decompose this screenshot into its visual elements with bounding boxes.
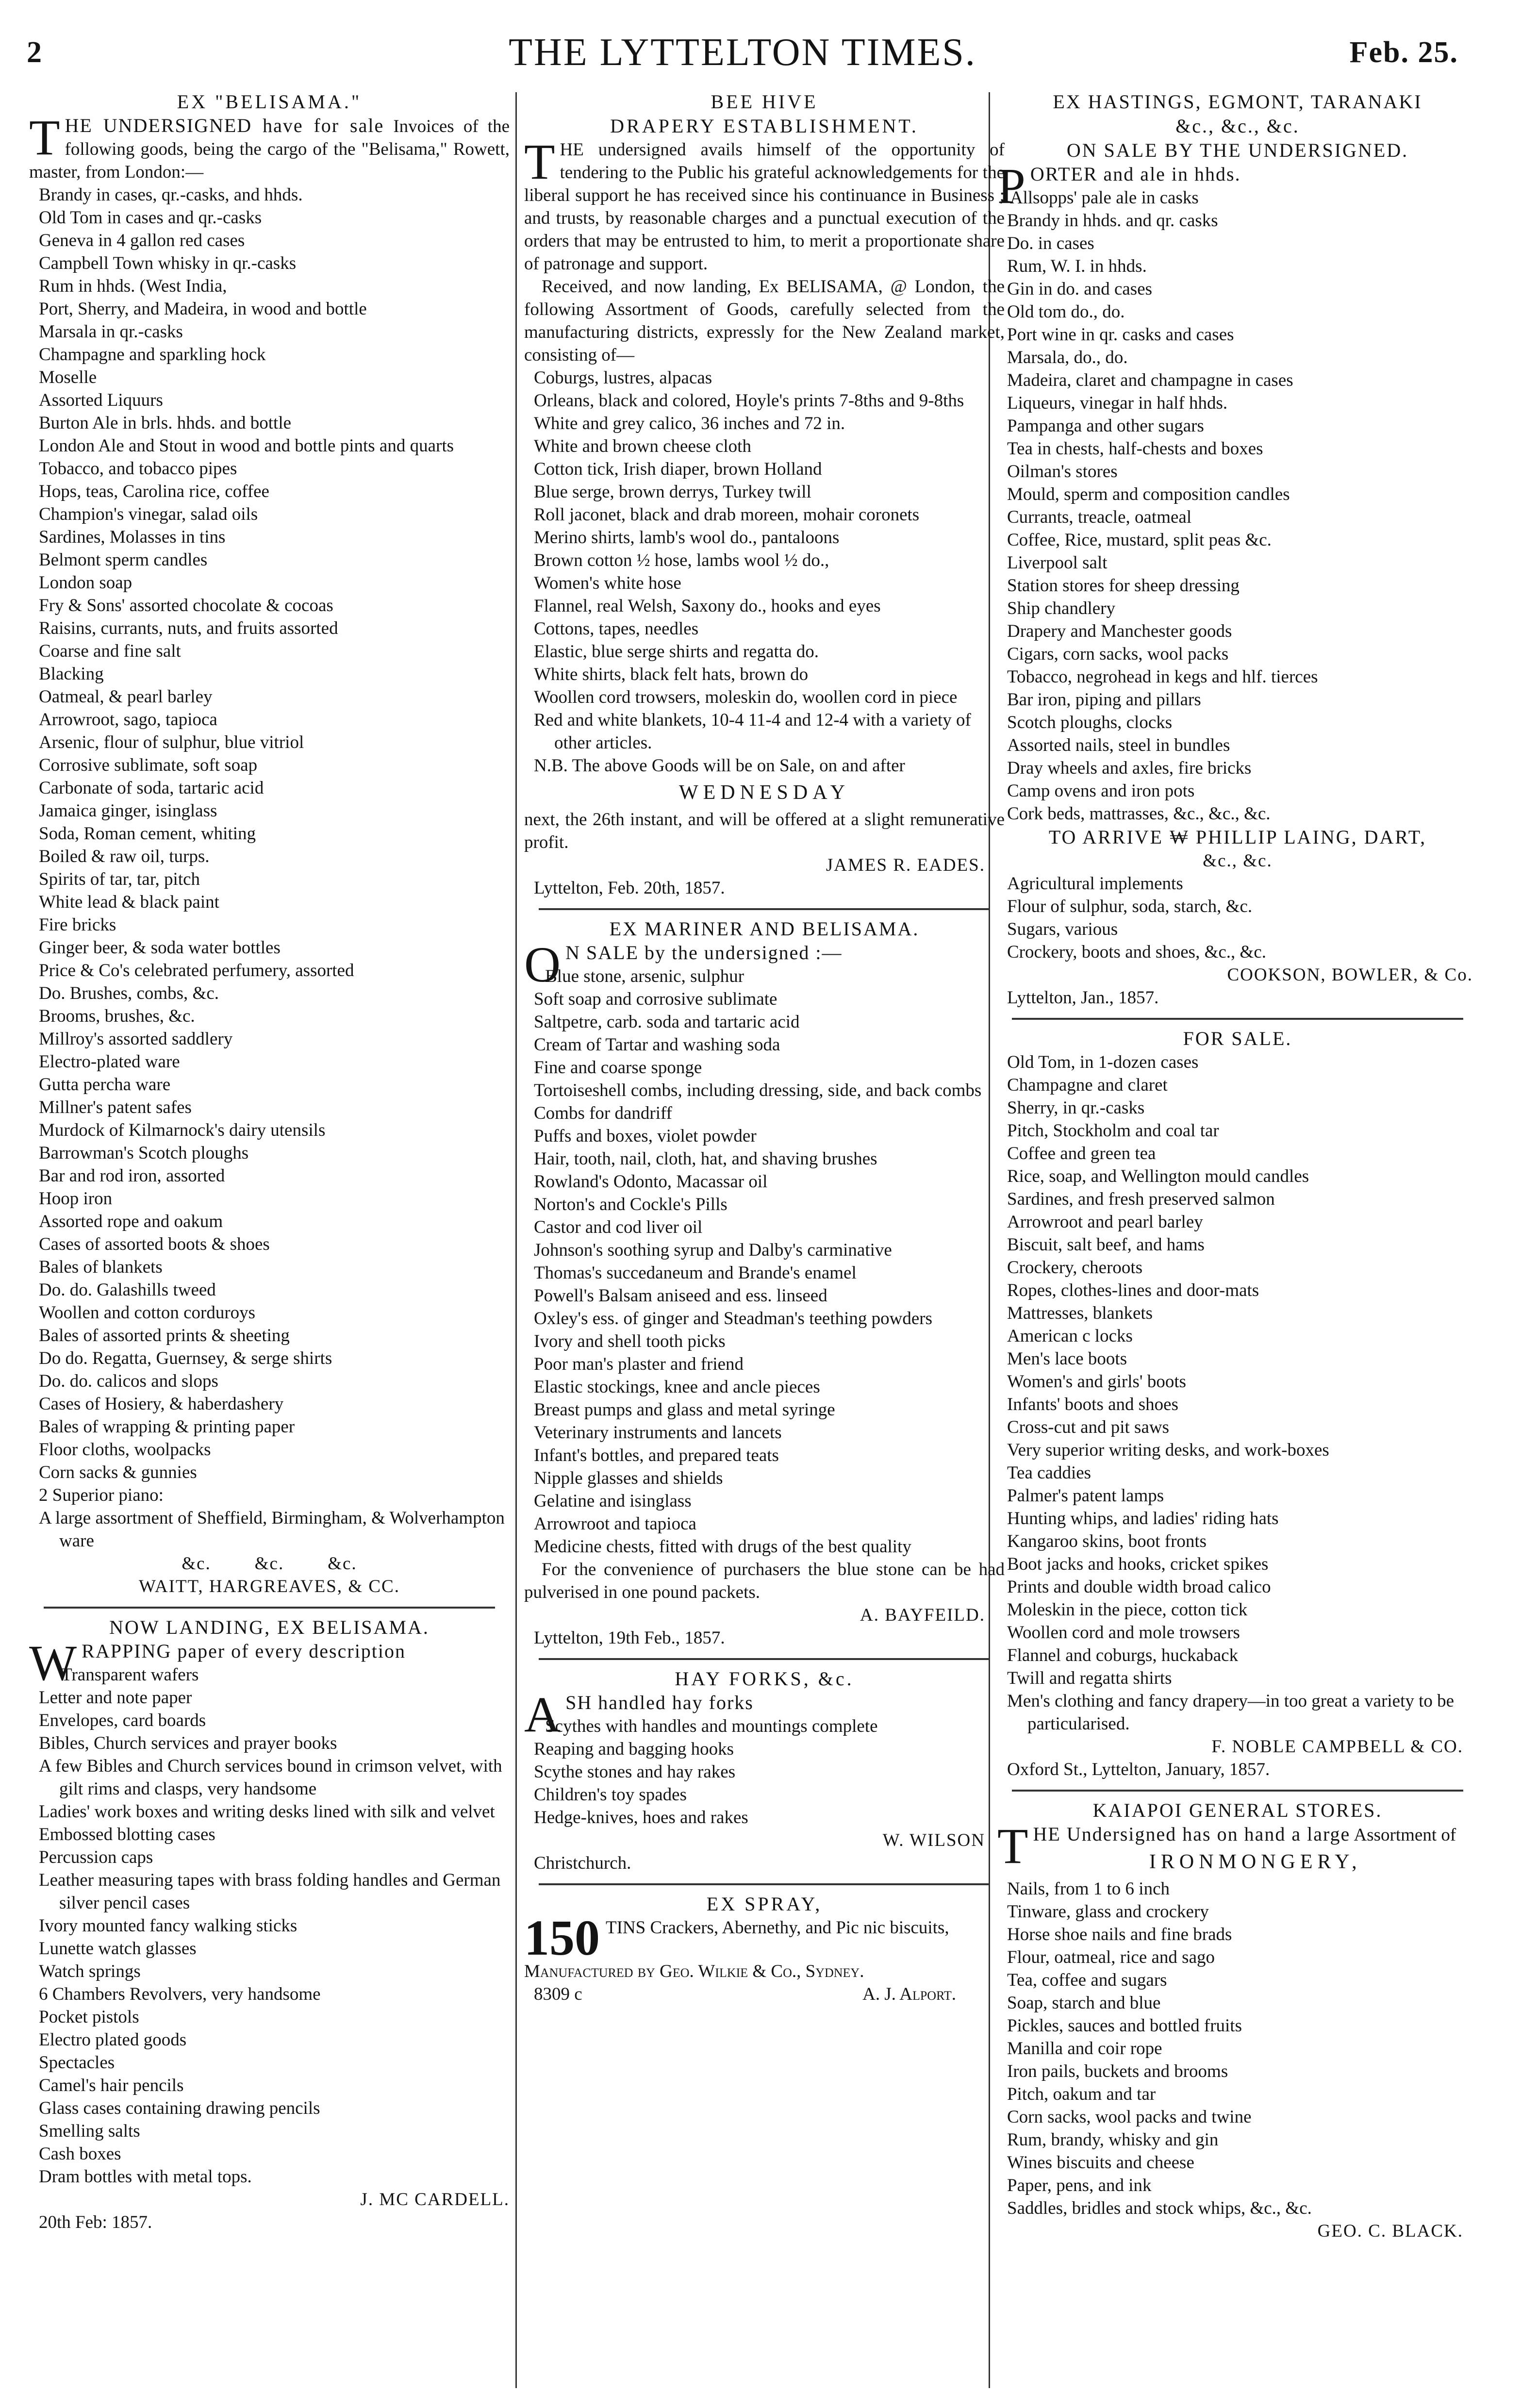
list-item: Assorted Liquurs bbox=[39, 390, 163, 410]
ad-bee-hive bbox=[524, 90, 1005, 899]
goods-list bbox=[29, 183, 510, 1552]
list-item: Norton's and Cockle's Pills bbox=[534, 1195, 727, 1214]
goods-list bbox=[997, 1877, 1478, 2220]
ad-signature: WAITT, HARGREAVES, & CC. bbox=[139, 1577, 400, 1596]
ad-header: EX "BELISAMA." bbox=[177, 91, 362, 113]
list-item: Kangaroo skins, boot fronts bbox=[1007, 1531, 1207, 1551]
list-item: Madeira, claret and champagne in cases bbox=[1007, 370, 1293, 390]
list-item: Gin in do. and cases bbox=[1007, 279, 1153, 299]
page-number: 2 bbox=[27, 36, 42, 69]
list-item: Red and white blankets, 10-4 11-4 and 12-4 with a variety of other articles. bbox=[534, 710, 971, 753]
list-item: Boot jacks and hooks, cricket spikes bbox=[1007, 1554, 1269, 1574]
list-item: Marsala, do., do. bbox=[1007, 348, 1128, 367]
ad-divider bbox=[1012, 1018, 1463, 1020]
list-item: Camel's hair pencils bbox=[39, 2076, 184, 2095]
list-item: Tobacco, and tobacco pipes bbox=[39, 459, 237, 479]
intro-first: ORTER and ale in hhds. bbox=[1030, 163, 1241, 185]
list-item: Crockery, boots and shoes, &c., &c. bbox=[1007, 942, 1266, 962]
list-item: Scythes with handles and mountings complete bbox=[545, 1716, 878, 1736]
column-3 bbox=[997, 90, 1478, 2251]
list-item: Millroy's assorted saddlery bbox=[39, 1029, 233, 1049]
list-item: Watch springs bbox=[39, 1961, 141, 1981]
list-item: Cottons, tapes, needles bbox=[534, 619, 699, 639]
ad-intro bbox=[524, 1910, 1005, 1966]
list-item: Ladies' work boxes and writing desks lined with silk and velvet bbox=[39, 1802, 495, 1822]
list-item: Arsenic, flour of sulphur, blue vitriol bbox=[39, 732, 304, 752]
list-item: A large assortment of Sheffield, Birmingham, & Wolverhampton ware bbox=[39, 1508, 505, 1551]
list-item: Murdock of Kilmarnock's dairy utensils bbox=[39, 1120, 326, 1140]
list-item: Tinware, glass and crockery bbox=[1007, 1902, 1209, 1922]
ad-signature: A. BAYFEILD. bbox=[860, 1605, 985, 1625]
list-item: Hedge-knives, hoes and rakes bbox=[534, 1808, 748, 1827]
list-item: Transparent wafers bbox=[61, 1665, 199, 1685]
drop-cap: T bbox=[29, 110, 60, 166]
list-item: Fry & Sons' assorted chocolate & cocoas bbox=[39, 596, 333, 615]
list-item: Reaping and bagging hooks bbox=[534, 1739, 734, 1759]
list-item: Tobacco, negrohead in kegs and hlf. tierces bbox=[1007, 667, 1318, 687]
ad-signature: F. NOBLE CAMPBELL & CO. bbox=[1211, 1737, 1463, 1757]
list-item: Geneva in 4 gallon red cases bbox=[39, 231, 245, 250]
ad-paragraph: next, the 26th instant, and will be offered at a slight remunerative profit. bbox=[524, 810, 1005, 852]
list-item: Tortoiseshell combs, including dressing, side, and back combs bbox=[534, 1080, 982, 1100]
ad-subheader: DRAPERY ESTABLISHMENT. bbox=[610, 115, 919, 137]
list-item: Millner's patent safes bbox=[39, 1097, 192, 1117]
list-item: Carbonate of soda, tartaric acid bbox=[39, 778, 264, 798]
list-item: Bar and rod iron, assorted bbox=[39, 1166, 225, 1186]
list-item: Belmont sperm candles bbox=[39, 550, 208, 570]
list-item: Cotton tick, Irish diaper, brown Holland bbox=[534, 459, 822, 479]
drop-cap: T bbox=[524, 134, 555, 190]
list-item: White and brown cheese cloth bbox=[534, 436, 751, 456]
list-item: Biscuit, salt beef, and hams bbox=[1007, 1235, 1205, 1255]
list-item: Moleskin in the piece, cotton tick bbox=[1007, 1600, 1248, 1620]
list-item: Merino shirts, lamb's wool do., pantaloons bbox=[534, 528, 840, 548]
ad-note: For the convenience of purchasers the blue stone can be had pulverised in one pound packets. bbox=[524, 1560, 1005, 1602]
list-item: Pitch, oakum and tar bbox=[1007, 2084, 1156, 2104]
list-item: Letter and note paper bbox=[39, 1688, 192, 1708]
list-item: Johnson's soothing syrup and Dalby's carminative bbox=[534, 1240, 892, 1260]
list-item: Campbell Town whisky in qr.-casks bbox=[39, 253, 297, 273]
list-item: Dray wheels and axles, fire bricks bbox=[1007, 758, 1252, 778]
ad-date: Lyttelton, 19th Feb., 1857. bbox=[534, 1628, 725, 1648]
ad-header: BEE HIVE bbox=[711, 91, 818, 113]
list-item: Corn sacks, wool packs and twine bbox=[1007, 2107, 1252, 2127]
list-item: Oxley's ess. of ginger and Steadman's teething powders bbox=[534, 1309, 932, 1329]
ad-header: EX HASTINGS, EGMONT, TARANAKI bbox=[1053, 91, 1422, 113]
list-item: Currants, treacle, oatmeal bbox=[1007, 507, 1192, 527]
list-item: Woollen and cotton corduroys bbox=[39, 1303, 256, 1323]
list-item: Oilman's stores bbox=[1007, 462, 1118, 482]
goods-list bbox=[524, 366, 1005, 754]
drop-cap: T bbox=[997, 1818, 1028, 1874]
list-item: Old tom do., do. bbox=[1007, 302, 1125, 322]
list-item: Ropes, clothes-lines and door-mats bbox=[1007, 1280, 1259, 1300]
goods-list bbox=[524, 1715, 1005, 1829]
intro-first: SH handled hay forks bbox=[565, 1692, 754, 1713]
list-item: A few Bibles and Church services bound in crimson velvet, with gilt rims and clasps, very handsome bbox=[39, 1756, 502, 1799]
list-item: Champagne and sparkling hock bbox=[39, 345, 266, 365]
list-item: Ivory mounted fancy walking sticks bbox=[39, 1916, 298, 1936]
goods-list bbox=[997, 872, 1478, 963]
column-1 bbox=[29, 90, 510, 2242]
list-item: Boiled & raw oil, turps. bbox=[39, 847, 210, 866]
list-item: Rum, brandy, whisky and gin bbox=[1007, 2130, 1219, 2150]
list-item: Arrowroot and tapioca bbox=[534, 1514, 696, 1534]
list-item: Ginger beer, & soda water bottles bbox=[39, 938, 281, 958]
intro-rest: opportunity of tendering to the Public his grateful acknowledgements for the liberal support he has received since his continuance in Business ; and trusts, by reasonable charges and a punctual execution of the orders that may be entrusted to him, to merit a proportionate share of patronage and support. bbox=[524, 140, 1005, 274]
list-item: Cross-cut and pit saws bbox=[1007, 1417, 1169, 1437]
list-item: Old Tom in cases and qr.-casks bbox=[39, 208, 262, 228]
intro-first: HE UNDERSIGNED have for sale bbox=[65, 115, 384, 136]
ad-subheader: &c., &c., &c. bbox=[1175, 115, 1300, 137]
goods-list bbox=[29, 1663, 510, 2188]
list-item: Marsala in qr.-casks bbox=[39, 322, 183, 342]
list-item: Cash boxes bbox=[39, 2144, 121, 2164]
list-item: Ivory and shell tooth picks bbox=[534, 1331, 726, 1351]
list-item: Brandy in hhds. and qr. casks bbox=[1007, 211, 1218, 231]
goods-list bbox=[524, 965, 1005, 1558]
intro-first: N SALE by the undersigned :— bbox=[565, 942, 843, 963]
list-item: Iron pails, buckets and brooms bbox=[1007, 2061, 1228, 2081]
list-item: Tea in chests, half-chests and boxes bbox=[1007, 439, 1263, 459]
list-item: Crockery, cheroots bbox=[1007, 1258, 1143, 1278]
list-item: Agricultural implements bbox=[1007, 874, 1183, 894]
list-item: Oatmeal, & pearl barley bbox=[39, 687, 213, 707]
ad-maker: Manufactured by Geo. Wilkie & Co., Sydney. bbox=[524, 1961, 864, 1981]
list-item: Scythe stones and hay rakes bbox=[534, 1762, 736, 1782]
list-item: Camp ovens and iron pots bbox=[1007, 781, 1195, 801]
list-item: Rum in hhds. (West India, bbox=[39, 276, 227, 296]
ad-date: Oxford St., Lyttelton, January, 1857. bbox=[1007, 1760, 1270, 1779]
list-item: Floor cloths, woolpacks bbox=[39, 1440, 211, 1460]
ad-date: 20th Feb: 1857. bbox=[39, 2212, 152, 2232]
list-item: Dram bottles with metal tops. bbox=[39, 2167, 252, 2187]
list-item: Pocket pistols bbox=[39, 2007, 139, 2027]
list-item: Glass cases containing drawing pencils bbox=[39, 2098, 320, 2118]
list-item: Flour of sulphur, soda, starch, &c. bbox=[1007, 897, 1253, 916]
ad-signature: A. J. Alport. bbox=[862, 1984, 956, 2004]
ad-divider bbox=[44, 1607, 495, 1609]
intro-text: TINS Crackers, Abernethy, and Pic nic biscuits, bbox=[606, 1918, 949, 1938]
list-item: Assorted nails, steel in bundles bbox=[1007, 735, 1230, 755]
list-item: Saddles, bridles and stock whips, &c., &c. bbox=[1007, 2198, 1312, 2218]
list-item: Raisins, currants, nuts, and fruits assorted bbox=[39, 618, 338, 638]
list-item: Soda, Roman cement, whiting bbox=[39, 824, 256, 844]
list-item: Hunting whips, and ladies' riding hats bbox=[1007, 1509, 1279, 1528]
list-item: Cases of Hosiery, & haberdashery bbox=[39, 1394, 284, 1414]
ad-header: HAY FORKS, &c. bbox=[675, 1668, 854, 1690]
list-item: Men's clothing and fancy drapery—in too great a variety to be particularised. bbox=[1007, 1691, 1455, 1734]
list-item: Medicine chests, fitted with drugs of the best quality bbox=[534, 1537, 911, 1557]
list-item: Electro plated goods bbox=[39, 2030, 187, 2050]
list-item: Wines biscuits and cheese bbox=[1007, 2153, 1194, 2173]
list-item: Coburgs, lustres, alpacas bbox=[534, 368, 712, 388]
drop-cap: W bbox=[29, 1635, 77, 1691]
list-item: Coffee, Rice, mustard, split peas &c. bbox=[1007, 530, 1272, 550]
ad-signature: GEO. C. BLACK. bbox=[1317, 2221, 1463, 2241]
sale-day: WEDNESDAY bbox=[678, 781, 850, 804]
list-item: Drapery and Manchester goods bbox=[1007, 621, 1232, 641]
ad-signature: J. MC CARDELL. bbox=[360, 2190, 510, 2209]
list-item: Cases of assorted boots & shoes bbox=[39, 1234, 270, 1254]
list-item: Elastic, blue serge shirts and regatta do. bbox=[534, 642, 819, 662]
list-item: Combs for dandriff bbox=[534, 1103, 672, 1123]
list-item: Roll jaconet, black and drab moreen, mohair coronets bbox=[534, 505, 920, 525]
ad-code: 8309 c bbox=[534, 1984, 582, 2004]
list-item: Burton Ale in brls. hhds. and bottle bbox=[39, 413, 292, 433]
list-item: Rum, W. I. in hhds. bbox=[1007, 256, 1147, 276]
ad-date: Lyttelton, Jan., 1857. bbox=[1007, 988, 1159, 1008]
list-item: Powell's Balsam aniseed and ess. linseed bbox=[534, 1286, 827, 1306]
list-item: Flannel, real Welsh, Saxony do., hooks and eyes bbox=[534, 596, 881, 616]
list-item: Old Tom, in 1-dozen cases bbox=[1007, 1052, 1199, 1072]
list-item: Men's lace boots bbox=[1007, 1349, 1127, 1369]
list-item: Arrowroot, sago, tapioca bbox=[39, 710, 217, 730]
list-item: Corn sacks & gunnies bbox=[39, 1462, 197, 1482]
ad-signature: W. WILSON bbox=[882, 1830, 985, 1850]
goods-list bbox=[997, 186, 1478, 825]
list-item: Brooms, brushes, &c. bbox=[39, 1006, 195, 1026]
ad-intro bbox=[524, 134, 1005, 275]
big-number: 150 bbox=[524, 1910, 600, 1966]
list-item: Horse shoe nails and fine brads bbox=[1007, 1925, 1232, 1944]
list-item: Mattresses, blankets bbox=[1007, 1303, 1153, 1323]
list-item: Station stores for sheep dressing bbox=[1007, 576, 1240, 596]
list-item: Moselle bbox=[39, 367, 97, 387]
list-item: Scotch ploughs, clocks bbox=[1007, 713, 1173, 732]
list-item: Coffee and green tea bbox=[1007, 1144, 1156, 1163]
list-item: Ship chandlery bbox=[1007, 598, 1115, 618]
list-item: Fire bricks bbox=[39, 915, 116, 935]
drop-cap: A bbox=[524, 1687, 561, 1743]
ad-ex-spray bbox=[524, 1892, 1005, 2006]
list-item: White and grey calico, 36 inches and 72 in. bbox=[534, 414, 845, 433]
list-item: Woollen cord and mole trowsers bbox=[1007, 1623, 1240, 1643]
list-item: Twill and regatta shirts bbox=[1007, 1668, 1172, 1688]
list-item: Poor man's plaster and friend bbox=[534, 1354, 744, 1374]
list-item: Women's white hose bbox=[534, 573, 681, 593]
list-item: Fine and coarse sponge bbox=[534, 1058, 702, 1078]
list-item: Sugars, various bbox=[1007, 919, 1118, 939]
list-item: Elastic stockings, knee and ancle pieces bbox=[534, 1377, 820, 1397]
list-item: American c locks bbox=[1007, 1326, 1133, 1346]
list-item: Children's toy spades bbox=[534, 1785, 687, 1805]
ad-footer bbox=[524, 1983, 1005, 2006]
list-item: Thomas's succedaneum and Brande's enamel bbox=[534, 1263, 857, 1283]
list-item: Spirits of tar, tar, pitch bbox=[39, 869, 200, 889]
column-rule-1 bbox=[515, 92, 517, 2388]
list-item: Electro-plated ware bbox=[39, 1052, 180, 1072]
ad-signature: COOKSON, BOWLER, & Co. bbox=[1227, 965, 1473, 985]
list-item: London soap bbox=[39, 573, 132, 593]
ad-ex-hastings bbox=[997, 90, 1478, 1009]
list-item: Brandy in cases, qr.-casks, and hhds. bbox=[39, 185, 303, 205]
list-item: Champion's vinegar, salad oils bbox=[39, 504, 258, 524]
masthead bbox=[27, 27, 1458, 80]
list-item: Embossed blotting cases bbox=[39, 1825, 215, 1844]
ad-divider bbox=[539, 908, 990, 910]
drop-cap: O bbox=[524, 937, 561, 993]
list-item: Tea, coffee and sugars bbox=[1007, 1970, 1167, 1990]
list-item: Hops, teas, Carolina rice, coffee bbox=[39, 482, 269, 501]
list-item: Soap, starch and blue bbox=[1007, 1993, 1161, 2013]
ad-divider bbox=[539, 1883, 990, 1885]
list-item: Rowland's Odonto, Macassar oil bbox=[534, 1172, 768, 1192]
list-item: White lead & black paint bbox=[39, 892, 219, 912]
list-item: Bales of wrapping & printing paper bbox=[39, 1417, 295, 1437]
list-item: Lunette watch glasses bbox=[39, 1939, 197, 1959]
ad-for-sale bbox=[997, 1027, 1478, 1781]
list-item: Blacking bbox=[39, 664, 104, 684]
list-item: Veterinary instruments and lancets bbox=[534, 1423, 782, 1443]
list-item: Liverpool salt bbox=[1007, 553, 1108, 573]
list-item: Envelopes, card boards bbox=[39, 1711, 206, 1730]
ad-hay-forks bbox=[524, 1667, 1005, 1875]
ad-note: N.B. The above Goods will be on Sale, on and after bbox=[534, 756, 905, 776]
ad-header: EX SPRAY, bbox=[706, 1893, 823, 1915]
goods-list bbox=[997, 1051, 1478, 1735]
drop-cap: P bbox=[997, 158, 1025, 214]
list-item: Do. do. calicos and slops bbox=[39, 1371, 218, 1391]
list-item: Hair, tooth, nail, cloth, hat, and shaving brushes bbox=[534, 1149, 877, 1169]
list-item: Champagne and claret bbox=[1007, 1075, 1168, 1095]
list-item: Mould, sperm and composition candles bbox=[1007, 484, 1290, 504]
ad-subheader: IRONMONGERY, bbox=[1149, 1851, 1362, 1873]
ad-ex-belisama bbox=[29, 90, 510, 1598]
column-2 bbox=[524, 90, 1005, 2014]
list-item: Barrowman's Scotch ploughs bbox=[39, 1143, 249, 1163]
list-item: Flour, oatmeal, rice and sago bbox=[1007, 1947, 1215, 1967]
ad-divider bbox=[1012, 1790, 1463, 1792]
list-item: Percussion caps bbox=[39, 1847, 153, 1867]
list-item: Infants' boots and shoes bbox=[1007, 1395, 1178, 1414]
list-item: Do do. Regatta, Guernsey, & serge shirts bbox=[39, 1348, 332, 1368]
list-item: Allsopps' pale ale in casks bbox=[1009, 188, 1199, 208]
list-item: Cream of Tartar and washing soda bbox=[534, 1035, 780, 1055]
ad-date: Lyttelton, Feb. 20th, 1857. bbox=[534, 878, 725, 898]
newspaper-title: THE LYTTELTON TIMES. bbox=[509, 31, 976, 74]
ad-place: Christchurch. bbox=[534, 1853, 631, 1873]
list-item: Brown cotton ½ hose, lambs wool ½ do., bbox=[534, 550, 829, 570]
list-item: Pickles, sauces and bottled fruits bbox=[1007, 2016, 1242, 2036]
intro-first: HE undersigned avails himself of the bbox=[560, 140, 877, 160]
list-item: Breast pumps and glass and metal syringe bbox=[534, 1400, 835, 1420]
intro-rest: Invoices of the following goods, being the cargo of the "Belisama," Rowett, master, from London:— bbox=[29, 116, 510, 182]
intro-first: HE Undersigned has on hand a large bbox=[1033, 1823, 1351, 1845]
list-item: Pampanga and other sugars bbox=[1007, 416, 1204, 436]
list-item: Palmer's patent lamps bbox=[1007, 1486, 1164, 1506]
list-item: London Ale and Stout in wood and bottle pints and quarts bbox=[39, 436, 454, 456]
list-item: White shirts, black felt hats, brown do bbox=[534, 664, 809, 684]
list-item: Port wine in qr. casks and cases bbox=[1007, 325, 1234, 345]
list-item: Puffs and boxes, violet powder bbox=[534, 1126, 757, 1146]
list-item: Do. Brushes, combs, &c. bbox=[39, 983, 219, 1003]
list-item: Bales of assorted prints & sheeting bbox=[39, 1326, 290, 1345]
arrival-sub: &c., &c. bbox=[1203, 851, 1273, 871]
list-item: Sardines, Molasses in tins bbox=[39, 527, 226, 547]
list-item: Gelatine and isinglass bbox=[534, 1491, 692, 1511]
list-item: Orleans, black and colored, Hoyle's prints 7-8ths and 9-8ths bbox=[534, 391, 964, 411]
list-item: Rice, soap, and Wellington mould candles bbox=[1007, 1166, 1309, 1186]
list-item: Tea caddies bbox=[1007, 1463, 1091, 1483]
list-item: Cork beds, mattrasses, &c., &c., &c. bbox=[1007, 804, 1271, 824]
list-item: Hoop iron bbox=[39, 1189, 113, 1209]
list-item: Assorted rope and oakum bbox=[39, 1212, 223, 1231]
ad-subheader: ON SALE BY THE UNDERSIGNED. bbox=[1066, 139, 1409, 161]
list-item: Very superior writing desks, and work-boxes bbox=[1007, 1440, 1329, 1460]
intro-first: RAPPING paper of every description bbox=[82, 1640, 406, 1662]
ad-intro bbox=[29, 110, 510, 183]
list-item: Infant's bottles, and prepared teats bbox=[534, 1445, 779, 1465]
ad-header: NOW LANDING, EX BELISAMA. bbox=[109, 1616, 430, 1638]
list-item: Do. in cases bbox=[1007, 233, 1094, 253]
ad-now-landing bbox=[29, 1615, 510, 2234]
list-item: Soft soap and corrosive sublimate bbox=[534, 989, 777, 1009]
list-item: Sherry, in qr.-casks bbox=[1007, 1098, 1145, 1118]
list-item: Bar iron, piping and pillars bbox=[1007, 690, 1201, 710]
list-item: Corrosive sublimate, soft soap bbox=[39, 755, 258, 775]
list-item: 6 Chambers Revolvers, very handsome bbox=[39, 1984, 321, 2004]
list-item: Port, Sherry, and Madeira, in wood and bottle bbox=[39, 299, 367, 319]
list-item: Coarse and fine salt bbox=[39, 641, 181, 661]
ad-header: EX MARINER AND BELISAMA. bbox=[609, 918, 920, 940]
list-item: 2 Superior piano: bbox=[39, 1485, 164, 1505]
list-item: Pitch, Stockholm and coal tar bbox=[1007, 1121, 1219, 1141]
list-item: Woollen cord trowsers, moleskin do, woollen cord in piece bbox=[534, 687, 958, 707]
list-item: Do. do. Galashills tweed bbox=[39, 1280, 216, 1300]
list-item: Bibles, Church services and prayer books bbox=[39, 1733, 337, 1753]
list-item: Gutta percha ware bbox=[39, 1075, 171, 1095]
list-item: Blue stone, arsenic, sulphur bbox=[545, 966, 744, 986]
intro-rest: Assortment of bbox=[1354, 1825, 1456, 1845]
list-item: Price & Co's celebrated perfumery, assorted bbox=[39, 961, 354, 980]
list-item: Flannel and coburgs, huckaback bbox=[1007, 1645, 1239, 1665]
arrival-line: TO ARRIVE ₩ PHILLIP LAING, DART, bbox=[1048, 826, 1427, 848]
list-item: Sardines, and fresh preserved salmon bbox=[1007, 1189, 1275, 1209]
list-item: Saltpetre, carb. soda and tartaric acid bbox=[534, 1012, 800, 1032]
list-item: Leather measuring tapes with brass folding handles and German silver pencil cases bbox=[39, 1870, 501, 1913]
list-item: Cigars, corn sacks, wool packs bbox=[1007, 644, 1229, 664]
list-item: Bales of blankets bbox=[39, 1257, 163, 1277]
list-item: Paper, pens, and ink bbox=[1007, 2176, 1152, 2195]
list-item: Castor and cod liver oil bbox=[534, 1217, 703, 1237]
ad-kaiapoi bbox=[997, 1798, 1478, 2242]
ad-signature: JAMES R. EADES. bbox=[826, 855, 985, 875]
list-item: Prints and double width broad calico bbox=[1007, 1577, 1271, 1597]
list-item: Nipple glasses and shields bbox=[534, 1468, 723, 1488]
list-item: Nails, from 1 to 6 inch bbox=[1007, 1879, 1170, 1899]
list-item: Blue serge, brown derrys, Turkey twill bbox=[534, 482, 811, 502]
ad-header: FOR SALE. bbox=[1183, 1028, 1292, 1049]
list-item: Arrowroot and pearl barley bbox=[1007, 1212, 1203, 1232]
ad-header: KAIAPOI GENERAL STORES. bbox=[1092, 1799, 1383, 1821]
list-item: Smelling salts bbox=[39, 2121, 140, 2141]
ad-divider bbox=[539, 1658, 990, 1660]
list-item: Liqueurs, vinegar in half hhds. bbox=[1007, 393, 1228, 413]
issue-date: Feb. 25. bbox=[1349, 36, 1458, 69]
ad-paragraph: Received, and now landing, Ex BELISAMA, @ London, the following Assortment of Goods, carefully selected from the manufacturing districts, expressly for the New Zealand market, consisting of— bbox=[524, 277, 1005, 365]
list-item: Spectacles bbox=[39, 2053, 115, 2073]
ad-ex-mariner bbox=[524, 917, 1005, 1649]
list-item: Women's and girls' boots bbox=[1007, 1372, 1187, 1392]
list-item: Manilla and coir rope bbox=[1007, 2039, 1162, 2059]
list-item: Jamaica ginger, isinglass bbox=[39, 801, 217, 821]
etc-line: &c. &c. &c. bbox=[182, 1554, 357, 1574]
